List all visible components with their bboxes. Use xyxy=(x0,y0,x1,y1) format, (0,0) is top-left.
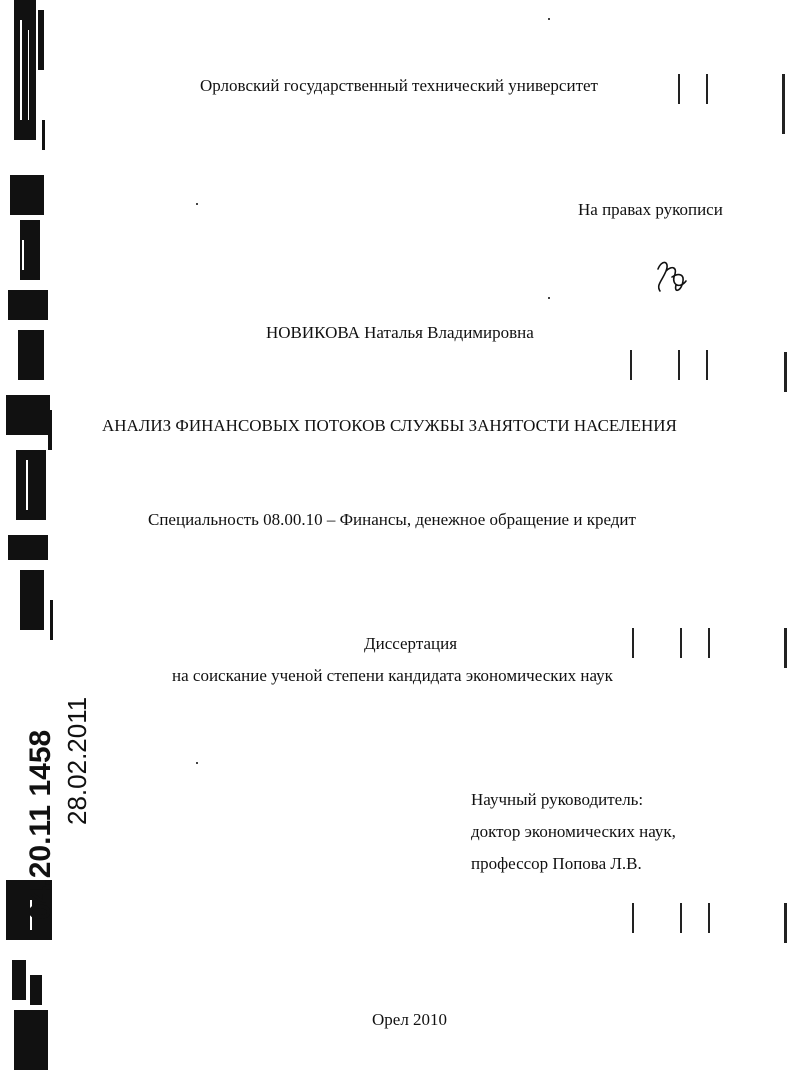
scan-mark xyxy=(784,628,787,668)
scan-mark xyxy=(678,74,680,104)
scan-mark xyxy=(678,350,680,380)
scan-mark xyxy=(680,903,682,933)
signature xyxy=(652,255,692,297)
advisor-label: Научный руководитель: xyxy=(471,790,644,809)
scan-mark xyxy=(784,903,787,943)
scan-mark xyxy=(706,350,708,380)
dissertation-title: АНАЛИЗ ФИНАНСОВЫХ ПОТОКОВ СЛУЖБЫ ЗАНЯТОСТИ НАСЕЛЕНИЯ xyxy=(102,416,677,435)
university-name: Орловский государственный технический университет xyxy=(200,76,598,95)
specialty: Специальность 08.00.10 – Финансы, денежное обращение и кредит xyxy=(148,510,636,529)
manuscript-note: На правах рукописи xyxy=(578,200,723,219)
city-year: Орел 2010 xyxy=(372,1010,448,1029)
scan-mark xyxy=(680,628,682,658)
scan-speck xyxy=(548,18,550,20)
scan-mark xyxy=(706,74,708,104)
advisor-degree: доктор экономических наук, xyxy=(471,822,676,841)
scan-mark xyxy=(708,903,710,933)
scan-mark xyxy=(784,352,787,392)
scan-mark xyxy=(782,74,785,134)
stamp-number xyxy=(22,630,62,930)
scan-mark xyxy=(708,628,710,658)
degree-sought: на соискание ученой степени кандидата экономических наук xyxy=(172,666,613,685)
scan-mark xyxy=(632,903,634,933)
scan-mark xyxy=(630,350,632,380)
author-name: НОВИКОВА Наталья Владимировна xyxy=(266,323,534,342)
scan-mark xyxy=(632,628,634,658)
advisor-name: профессор Попова Л.В. xyxy=(471,854,642,873)
stamp-number-text: 04.20.11 1458 xyxy=(24,729,57,920)
stamp-date: 28.02.2011 xyxy=(62,696,92,825)
scan-speck xyxy=(196,203,198,205)
scan-speck xyxy=(196,762,198,764)
document-type: Диссертация xyxy=(364,634,458,653)
scan-speck xyxy=(548,297,550,299)
